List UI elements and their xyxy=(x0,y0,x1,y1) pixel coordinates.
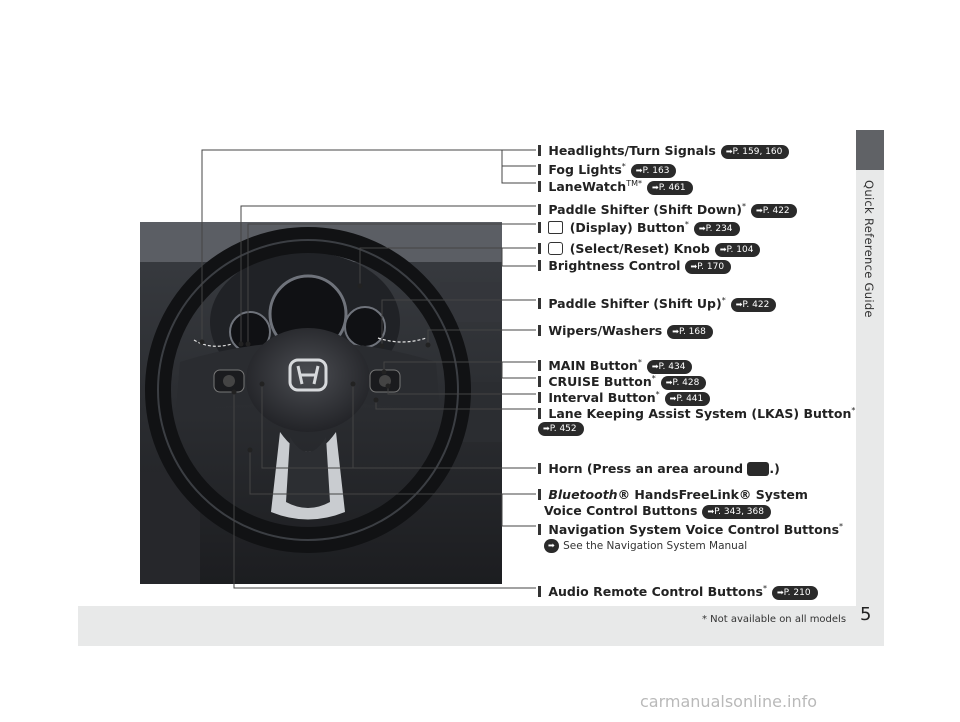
label-headlights: Headlights/Turn Signals➡ P. 159, 160 xyxy=(538,143,789,159)
watermark: carmanualsonline.info xyxy=(640,692,818,711)
steering-wheel-illustration xyxy=(140,222,502,584)
page-number: 5 xyxy=(860,604,872,625)
steering-wheel-photo xyxy=(140,222,502,584)
page-footer-band xyxy=(78,606,856,646)
label-display-button: (Display) Button*➡ P. 234 xyxy=(538,217,740,236)
page-ref-main[interactable]: ➡ P. 434 xyxy=(647,360,693,374)
page-ref-display[interactable]: ➡ P. 234 xyxy=(694,222,740,236)
section-title: Quick Reference Guide xyxy=(862,180,876,318)
label-audio-remote: Audio Remote Control Buttons*➡ P. 210 xyxy=(538,581,818,600)
page-ref-lkas[interactable]: ➡ P. 452 xyxy=(538,422,584,436)
label-bluetooth-line2: Voice Control Buttons➡ P. 343, 368 xyxy=(544,503,771,519)
see-arrow-icon xyxy=(544,539,559,553)
label-lkas-button: Lane Keeping Assist System (LKAS) Button* xyxy=(538,403,855,421)
label-select-reset-knob: (Select/Reset) Knob➡ P. 104 xyxy=(538,241,760,257)
section-tab-marker xyxy=(856,130,884,170)
footnote: * Not available on all models xyxy=(702,614,847,625)
label-fog-lights: Fog Lights*➡ P. 163 xyxy=(538,159,676,178)
page-ref-lanewatch[interactable]: ➡ P. 461 xyxy=(647,181,693,195)
page-ref-paddle-down[interactable]: ➡ P. 422 xyxy=(751,204,797,218)
display-button-icon xyxy=(548,221,563,234)
label-brightness-control: Brightness Control➡ P. 170 xyxy=(538,258,731,274)
steering-wheel-icon xyxy=(747,462,769,476)
page-ref-wipers[interactable]: ➡ P. 168 xyxy=(667,325,713,339)
label-lanewatch: LaneWatch$^{TM*}$➡ P. 461 xyxy=(538,176,693,195)
page-ref-brightness[interactable]: ➡ P. 170 xyxy=(685,260,731,274)
page-ref-select-knob[interactable]: ➡ P. 104 xyxy=(715,243,761,257)
label-navigation-voice: Navigation System Voice Control Buttons* xyxy=(538,519,843,537)
label-bluetooth: Bluetooth® HandsFreeLink® System xyxy=(538,487,808,502)
label-main-button: MAIN Button*➡ P. 434 xyxy=(538,355,692,374)
page-ref-paddle-up[interactable]: ➡ P. 422 xyxy=(731,298,777,312)
label-interval-button: Interval Button*➡ P. 441 xyxy=(538,387,710,406)
page-ref-cruise[interactable]: ➡ P. 428 xyxy=(661,376,707,390)
label-horn: Horn (Press an area around .) xyxy=(538,461,780,476)
page-ref-interval[interactable]: ➡ P. 441 xyxy=(665,392,711,406)
page-ref-fog[interactable]: ➡ P. 163 xyxy=(631,164,677,178)
select-knob-icon xyxy=(548,242,563,255)
label-navigation-sub: ➡ See the Navigation System Manual xyxy=(544,537,747,554)
label-lkas-ref xyxy=(538,420,584,436)
label-wipers-washers: Wipers/Washers➡ P. 168 xyxy=(538,323,713,339)
page-ref-audio[interactable]: ➡ P. 210 xyxy=(772,586,818,600)
page-ref-bluetooth[interactable]: ➡ P. 343, 368 xyxy=(702,505,771,519)
label-paddle-shift-down: Paddle Shifter (Shift Down)*➡ P. 422 xyxy=(538,199,797,218)
page-ref-headlights[interactable]: ➡ P. 159, 160 xyxy=(721,145,790,159)
label-paddle-shift-up: Paddle Shifter (Shift Up)*➡ P. 422 xyxy=(538,293,776,312)
label-cruise-button: CRUISE Button*➡ P. 428 xyxy=(538,371,706,390)
